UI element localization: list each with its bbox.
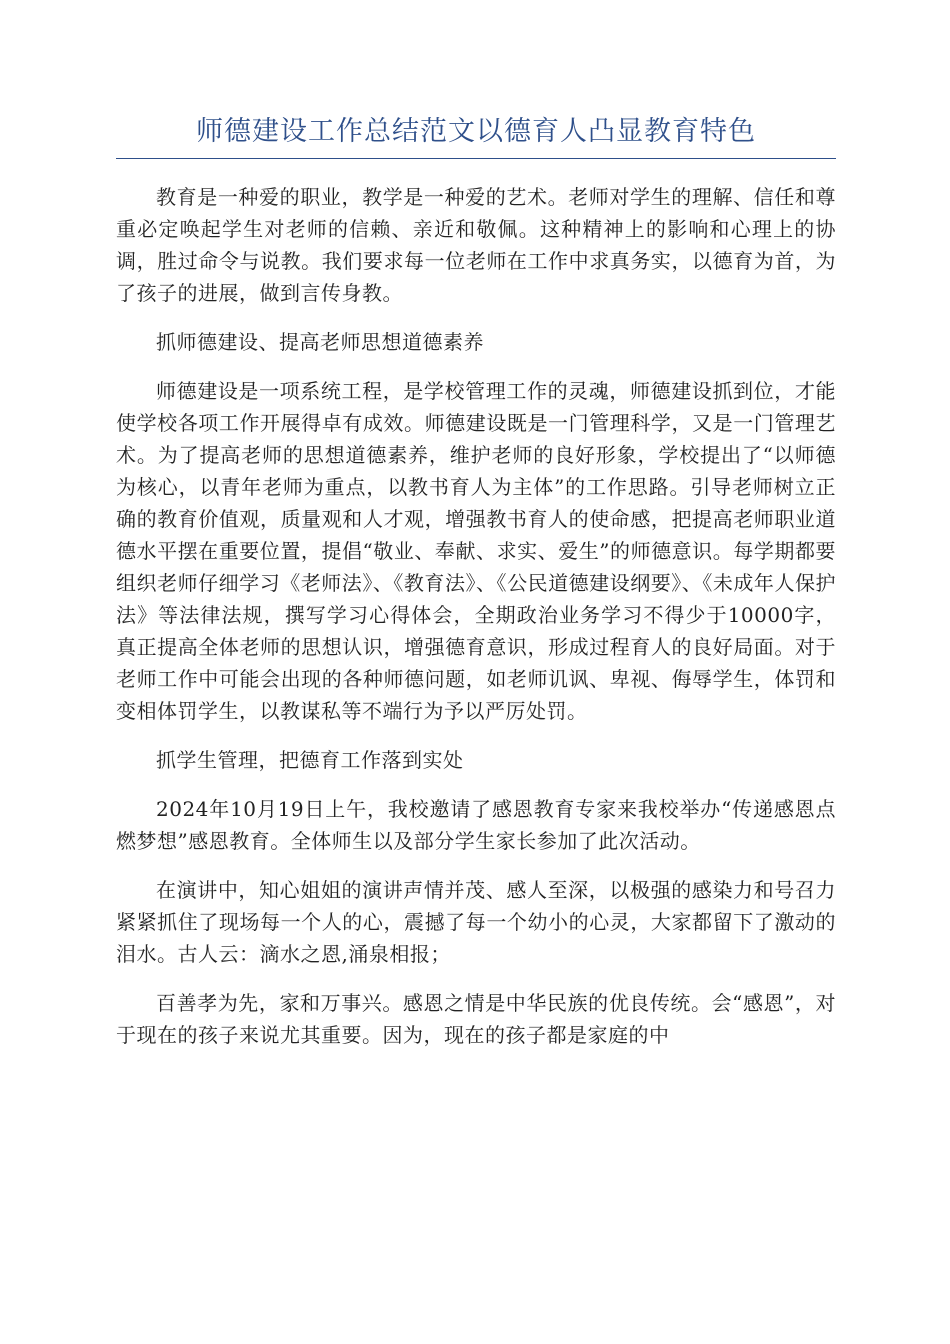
paragraph-speech: 在演讲中，知心姐姐的演讲声情并茂、感人至深，以极强的感染力和号召力紧紧抓住了现场每一个人的心，震撼了每一个幼小的心灵，大家都留下了激动的泪水。古人云：滴水之恩,涌泉相报； <box>116 878 836 966</box>
paragraph-gratitude: 百善孝为先，家和万事兴。感恩之情是中华民族的优良传统。会“感恩”，对于现在的孩子来说尤其重要。因为，现在的孩子都是家庭的中 <box>116 991 836 1047</box>
paragraph-event: 2024年10月19日上午，我校邀请了感恩教育专家来我校举办“传递感恩点燃梦想”感恩教育。全体师生以及部分学生家长参加了此次活动。 <box>116 797 836 853</box>
document-title: 师德建设工作总结范文以德育人凸显教育特色 <box>116 112 836 159</box>
section-heading-teacher-ethics: 抓师德建设、提高老师思想道德素养 <box>156 330 484 354</box>
section-heading-student-management: 抓学生管理，把德育工作落到实处 <box>156 748 464 772</box>
paragraph-intro: 教育是一种爱的职业，教学是一种爱的艺术。老师对学生的理解、信任和尊重必定唤起学生对老师的信赖、亲近和敬佩。这种精神上的影响和心理上的协调，胜过命令与说教。我们要求每一位老师在工作中求真务实，以德育为首，为了孩子的进展，做到言传身教。 <box>116 185 836 305</box>
document-page <box>116 112 836 1068</box>
paragraph-teacher-ethics: 师德建设是一项系统工程，是学校管理工作的灵魂，师德建设抓到位，才能使学校各项工作开展得卓有成效。师德建设既是一门管理科学，又是一门管理艺术。为了提高老师的思想道德素养，维护老师的良好形象，学校提出了“以师德为核心，以青年老师为重点，以教书育人为主体”的工作思路。引导老师树立正确的教育价值观，质量观和人才观，增强教书育人的使命感，把提高老师职业道德水平摆在重要位置，提倡“敬业、奉献、求实、爱生”的师德意识。每学期都要组织老师仔细学习《老师法》、《教育法》、《公民道德建设纲要》、《未成年人保护法》等法律法规，撰写学习心得体会，全期政治业务学习不得少于10000字，真正提高全体老师的思想认识，增强德育意识，形成过程育人的良好局面。对于老师工作中可能会出现的各种师德问题，如老师讥讽、卑视、侮辱学生，体罚和变相体罚学生，以教谋私等不端行为予以严厉处罚。 <box>116 379 836 723</box>
document-body <box>116 181 836 1051</box>
